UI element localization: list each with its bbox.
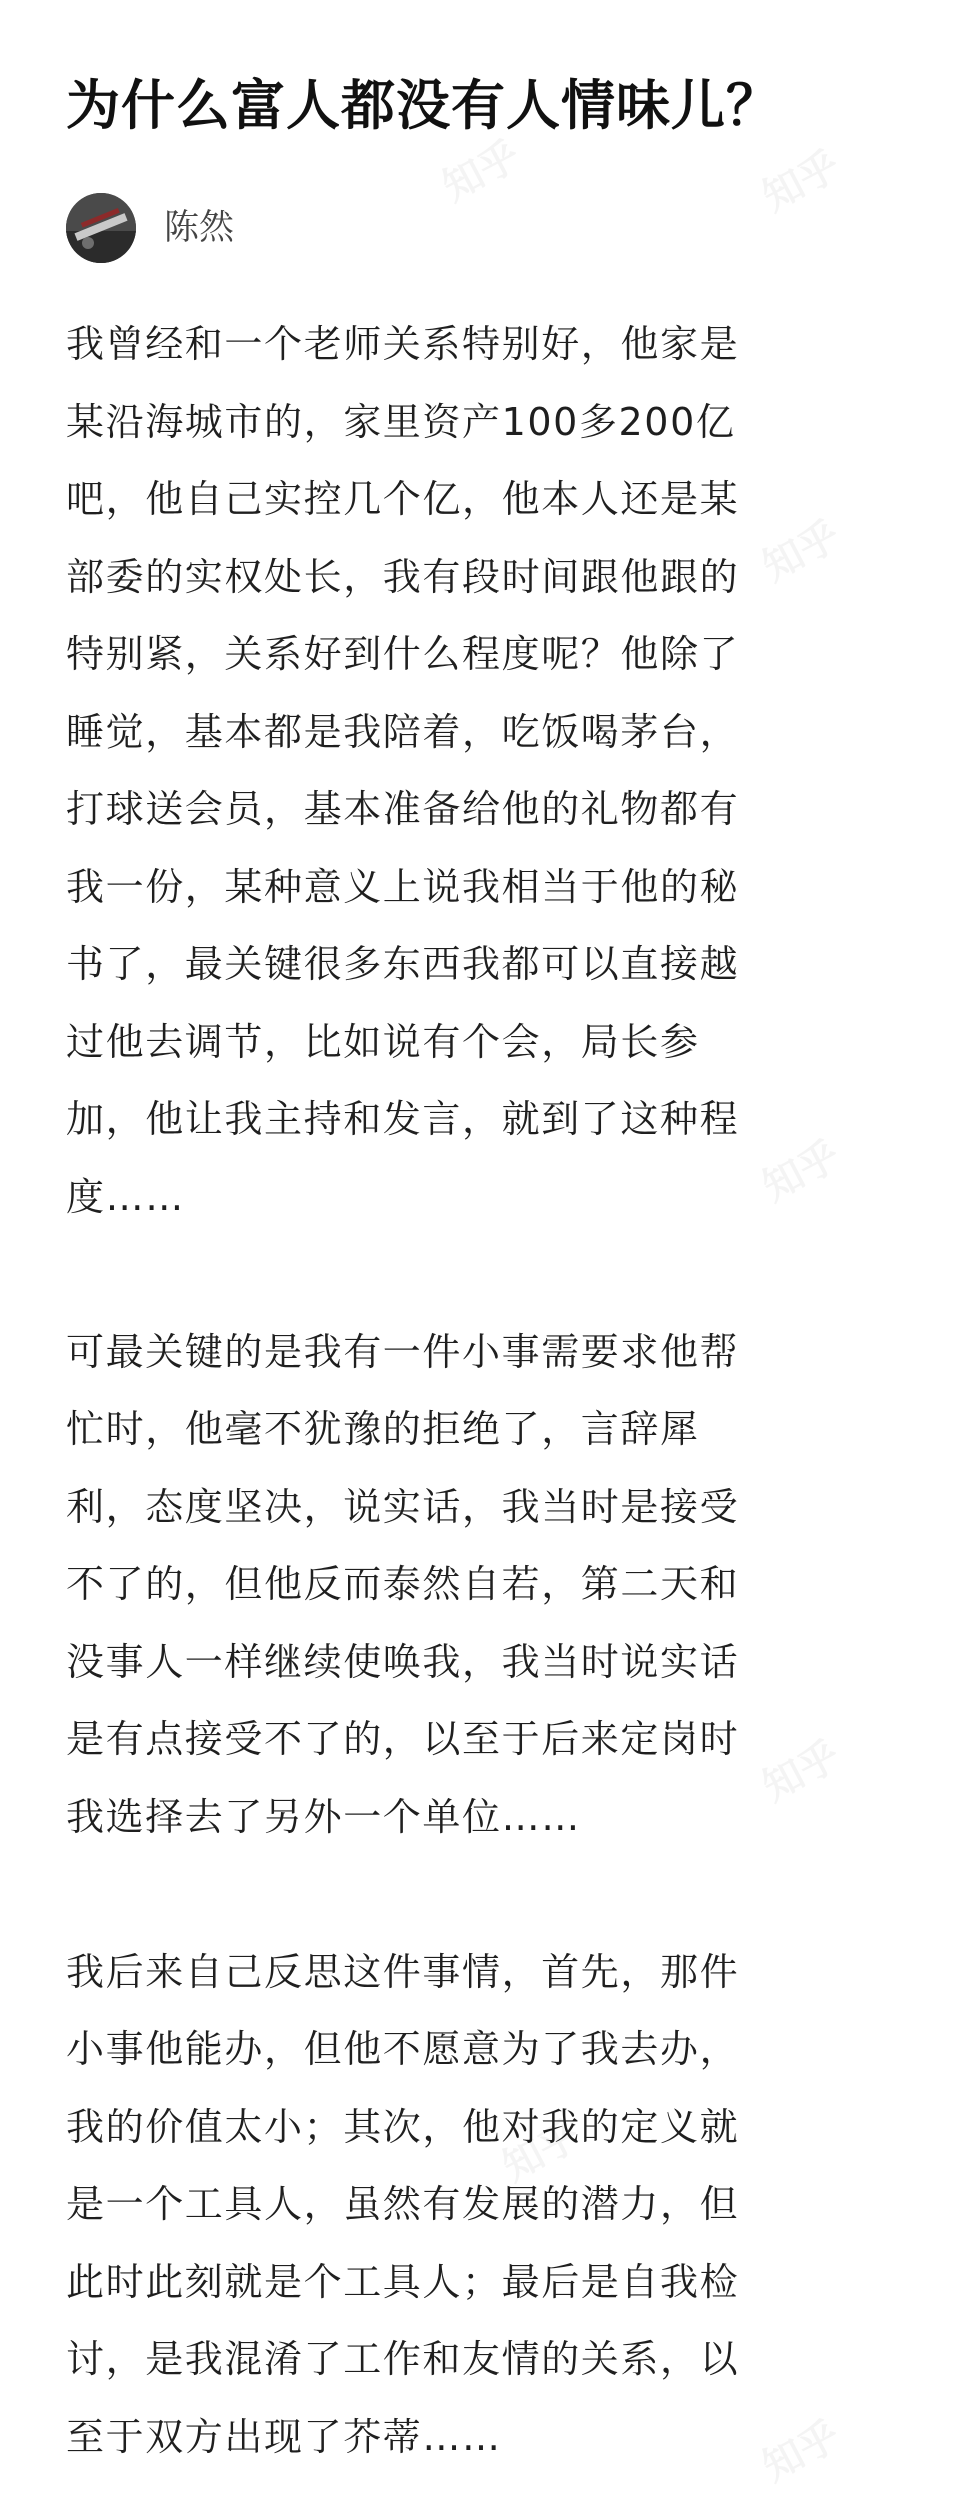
- author-row[interactable]: [66, 192, 894, 264]
- article-paragraph: 我后来自己反思这件事情，首先，那件 小事他能办，但他不愿意为了我去办， 我的价值太小；其次，他对我的定义就 是一个工具人，虽然有发展的潜力，但 此时此刻就是个工具人；最后是自我检 讨，是我混淆了工作和友情的关系，以 至于双方出现了芥蒂……: [66, 1949, 740, 2459]
- author-name[interactable]: 陈然: [164, 208, 235, 248]
- article-title: 为什么富人都没有人情味儿？: [66, 74, 781, 137]
- avatar-photo-icon: [66, 193, 136, 263]
- article-paragraph: 可最关键的是我有一件小事需要求他帮 忙时，他毫不犹豫的拒绝了，言辞犀 利，态度坚决，说实话，我当时是接受 不了的，但他反而泰然自若，第二天和 没事人一样继续使唤我，我当时说实话 是有点接受不了的，以至于后来定岗时 我选择去了另外一个单位……: [66, 1329, 740, 1839]
- article-paragraph: 我曾经和一个老师关系特别好，他家是 某沿海城市的，家里资产100多200亿 吧，他自己实控几个亿，他本人还是某 部委的实权处长，我有段时间跟他跟的 特别紧，关系好到什么程度呢？他除了 睡觉，基本都是我陪着，吃饭喝茅台， 打球送会员，基本准备给他的礼物都有 我一份，某种意义上说我相当于他的秘 书了，最关键很多东西我都可以直接越 过他去调节，比如说有个会，局长参 加，他让我主持和发言，就到了这种程 度……: [66, 322, 740, 1219]
- author-avatar[interactable]: [66, 193, 136, 263]
- article-body: [66, 306, 894, 2476]
